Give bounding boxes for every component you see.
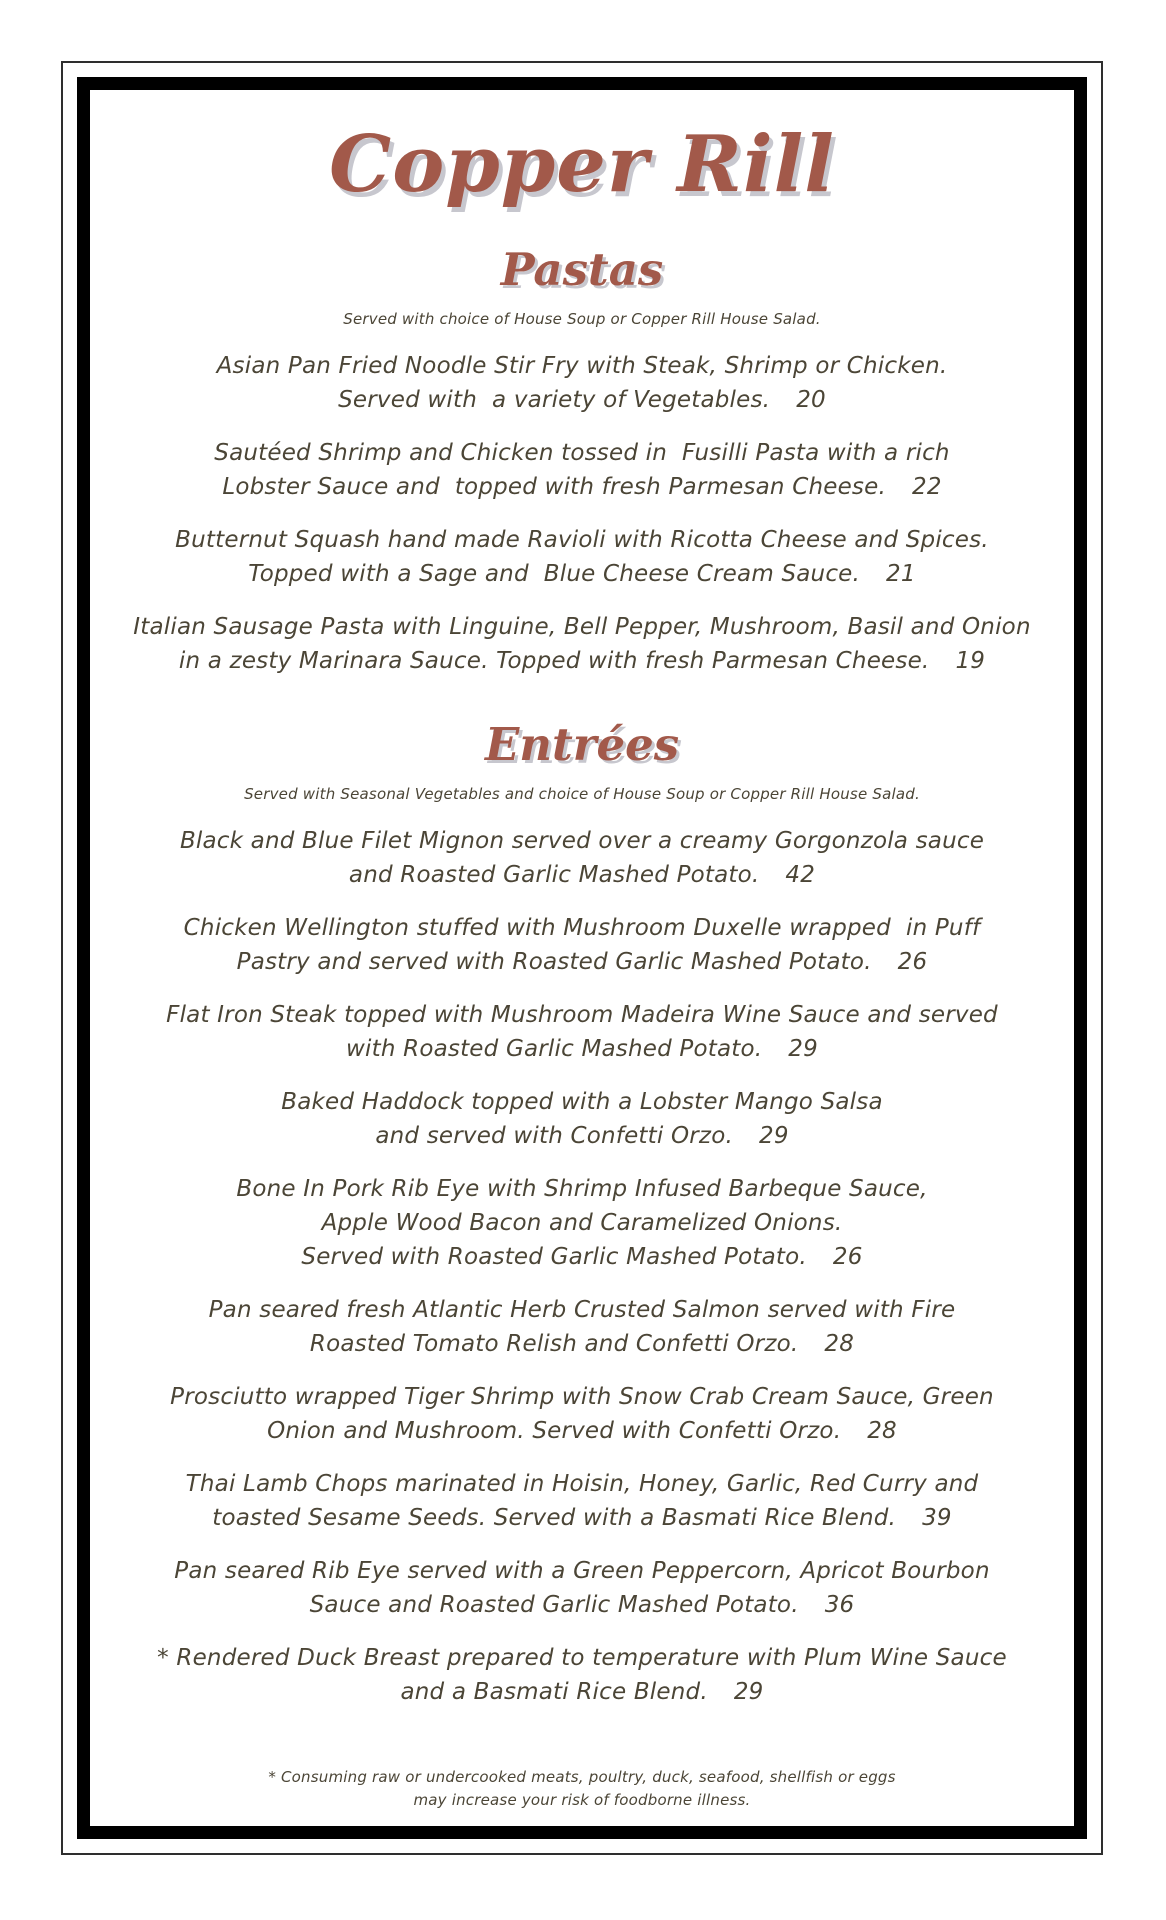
item-line: and Roasted Garlic Mashed Potato. 42	[90, 858, 1074, 892]
item-line: toasted Sesame Seeds. Served with a Basmati Rice Blend. 39	[90, 1501, 1074, 1535]
item-line: Thai Lamb Chops marinated in Hoisin, Honey, Garlic, Red Curry and	[185, 1471, 979, 1498]
item-line: Pan seared Rib Eye served with a Green Peppercorn, Apricot Bourbon	[174, 1558, 990, 1585]
section-heading: Pastas	[500, 243, 664, 297]
section-heading: Entrées	[484, 718, 680, 772]
item-price: 29	[733, 1679, 764, 1706]
item-price: 21	[886, 561, 916, 588]
menu-sections	[90, 243, 1074, 1709]
item-line: Onion and Mushroom. Served with Confetti Orzo. 28	[90, 1414, 1074, 1448]
footnote	[90, 1766, 1074, 1812]
item-line: Italian Sausage Pasta with Linguine, Bell Pepper, Mushroom, Basil and Onion	[133, 614, 1031, 641]
item-price: 28	[867, 1418, 897, 1445]
item-line: Baked Haddock topped with a Lobster Mango Salsa	[281, 1089, 883, 1116]
menu-item	[90, 349, 1074, 417]
item-line: and served with Confetti Orzo. 29	[90, 1119, 1074, 1153]
item-line: in a zesty Marinara Sauce. Topped with fresh Parmesan Cheese. 19	[90, 644, 1074, 678]
item-line: Sauce and Roasted Garlic Mashed Potato. 36	[90, 1588, 1074, 1622]
menu-section	[90, 243, 1074, 678]
item-line: Asian Pan Fried Noodle Stir Fry with Steak, Shrimp or Chicken.	[216, 353, 948, 380]
item-price: 36	[824, 1592, 855, 1619]
menu-item	[90, 1641, 1074, 1709]
menu-item	[90, 436, 1074, 504]
item-line: Chicken Wellington stuffed with Mushroom Duxelle wrapped in Puff	[183, 915, 981, 942]
item-line: Roasted Tomato Relish and Confetti Orzo. 28	[90, 1327, 1074, 1361]
item-line: with Roasted Garlic Mashed Potato. 29	[90, 1032, 1074, 1066]
menu-item	[90, 1085, 1074, 1153]
menu-item	[90, 610, 1074, 678]
restaurant-logo: Copper Rill	[329, 119, 835, 210]
section-subtitle: Served with choice of House Soup or Copper Rill House Salad.	[343, 310, 821, 329]
item-price: 29	[788, 1036, 818, 1063]
item-price: 42	[785, 862, 816, 889]
item-price: 26	[832, 1244, 863, 1271]
section-items	[90, 824, 1074, 1709]
menu-item	[90, 1467, 1074, 1535]
item-line: Topped with a Sage and Blue Cheese Cream Sauce. 21	[90, 557, 1074, 591]
item-price: 28	[824, 1331, 855, 1358]
footnote-line-2: may increase your risk of foodborne illness.	[413, 1791, 751, 1809]
section-items	[90, 349, 1074, 678]
menu-item	[90, 824, 1074, 892]
section-subtitle: Served with Seasonal Vegetables and choice of House Soup or Copper Rill House Salad.	[244, 785, 920, 804]
item-price: 39	[922, 1505, 952, 1532]
item-line: Black and Blue Filet Mignon served over a creamy Gorgonzola sauce	[179, 828, 985, 855]
item-line: Bone In Pork Rib Eye with Shrimp Infused Barbeque Sauce,	[236, 1176, 928, 1203]
item-price: 20	[796, 387, 826, 414]
menu-section	[90, 718, 1074, 1709]
item-price: 19	[955, 648, 986, 675]
menu-item	[90, 523, 1074, 591]
menu-item	[90, 998, 1074, 1066]
item-line: Lobster Sauce and topped with fresh Parmesan Cheese. 22	[90, 470, 1074, 504]
footnote-line-1: * Consuming raw or undercooked meats, poultry, duck, seafood, shellfish or eggs	[268, 1768, 896, 1786]
menu-item	[90, 1172, 1074, 1274]
outer-frame	[61, 61, 1103, 1855]
inner-frame	[77, 77, 1087, 1839]
menu-item	[90, 1293, 1074, 1361]
item-line: Flat Iron Steak topped with Mushroom Madeira Wine Sauce and served	[166, 1002, 998, 1029]
item-line: Butternut Squash hand made Ravioli with Ricotta Cheese and Spices.	[175, 527, 989, 554]
item-line: and a Basmati Rice Blend. 29	[90, 1675, 1074, 1709]
item-line: Served with a variety of Vegetables. 20	[90, 383, 1074, 417]
item-price: 22	[911, 474, 942, 501]
item-price: 29	[759, 1123, 789, 1150]
item-line: Apple Wood Bacon and Caramelized Onions.	[321, 1210, 843, 1237]
item-line: Pan seared fresh Atlantic Herb Crusted Salmon served with Fire	[208, 1297, 956, 1324]
item-line: Sautéed Shrimp and Chicken tossed in Fusilli Pasta with a rich	[214, 440, 950, 467]
item-price: 26	[897, 949, 928, 976]
item-line: Served with Roasted Garlic Mashed Potato. 26	[90, 1240, 1074, 1274]
item-line: Prosciutto wrapped Tiger Shrimp with Snow Crab Cream Sauce, Green	[170, 1384, 994, 1411]
menu-item	[90, 911, 1074, 979]
item-line: * Rendered Duck Breast prepared to temperature with Plum Wine Sauce	[157, 1645, 1007, 1672]
menu-item	[90, 1554, 1074, 1622]
item-line: Pastry and served with Roasted Garlic Mashed Potato. 26	[90, 945, 1074, 979]
menu-item	[90, 1380, 1074, 1448]
